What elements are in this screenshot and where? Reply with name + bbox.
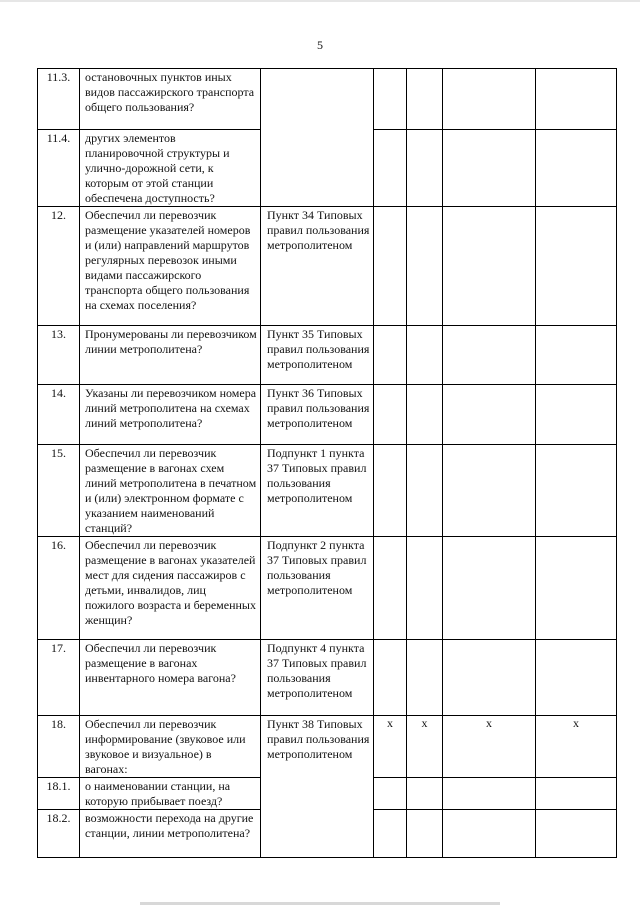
answer-cell[interactable] — [374, 810, 407, 858]
answer-cell[interactable] — [407, 69, 443, 130]
answer-cell[interactable] — [407, 207, 443, 326]
answer-cell[interactable] — [374, 778, 407, 810]
answer-cell[interactable] — [374, 207, 407, 326]
answer-cell[interactable] — [374, 640, 407, 716]
answer-cell[interactable] — [374, 537, 407, 640]
answer-cell[interactable]: x — [443, 716, 536, 778]
answer-cell[interactable] — [443, 537, 536, 640]
answer-cell[interactable]: x — [407, 716, 443, 778]
legal-reference: Пункт 35 Типовых правил пользования метрополитеном — [261, 326, 374, 385]
answer-cell[interactable] — [407, 445, 443, 537]
answer-cell[interactable] — [374, 326, 407, 385]
row-number: 11.3. — [38, 69, 80, 130]
table-row — [38, 716, 617, 778]
answer-cell[interactable] — [443, 69, 536, 130]
answer-cell[interactable] — [407, 537, 443, 640]
answer-cell[interactable] — [407, 326, 443, 385]
checklist-table — [37, 68, 617, 858]
answer-cell[interactable]: x — [536, 716, 617, 778]
scan-edge — [0, 0, 640, 2]
answer-cell[interactable] — [536, 810, 617, 858]
answer-cell[interactable] — [536, 778, 617, 810]
row-number: 11.4. — [38, 130, 80, 207]
legal-reference — [261, 69, 374, 207]
question-text: Пронумерованы ли перевозчиком линии метрополитена? — [80, 326, 261, 385]
answer-cell[interactable] — [536, 207, 617, 326]
question-text: Обеспечил ли перевозчик размещение в вагонах указателей мест для сидения пассажиров с детьми, инвалидов, лиц пожилого возраста и беременных женщин? — [80, 537, 261, 640]
answer-cell[interactable] — [443, 385, 536, 445]
answer-cell[interactable]: x — [374, 716, 407, 778]
table-row — [38, 326, 617, 385]
row-number: 18.2. — [38, 810, 80, 858]
answer-cell[interactable] — [407, 385, 443, 445]
row-number: 17. — [38, 640, 80, 716]
question-text: Обеспечил ли перевозчик размещение в вагонах схем линий метрополитена в печатном и (или) электронном формате с указанием наименований станций? — [80, 445, 261, 537]
answer-cell[interactable] — [443, 640, 536, 716]
answer-cell[interactable] — [536, 326, 617, 385]
answer-cell[interactable] — [536, 385, 617, 445]
answer-cell[interactable] — [443, 130, 536, 207]
legal-reference: Подпункт 1 пункта 37 Типовых правил пользования метрополитеном — [261, 445, 374, 537]
answer-cell[interactable] — [407, 130, 443, 207]
answer-cell[interactable] — [536, 69, 617, 130]
answer-cell[interactable] — [407, 640, 443, 716]
answer-cell[interactable] — [374, 385, 407, 445]
row-number: 15. — [38, 445, 80, 537]
question-text: остановочных пунктов иных видов пассажирского транспорта общего пользования? — [80, 69, 261, 130]
question-text: Обеспечил ли перевозчик информирование (звуковое или звуковое и визуальное) в вагонах: — [80, 716, 261, 778]
answer-cell[interactable] — [536, 130, 617, 207]
table-row — [38, 537, 617, 640]
legal-reference: Подпункт 2 пункта 37 Типовых правил пользования метрополитеном — [261, 537, 374, 640]
question-text: Обеспечил ли перевозчик размещение в вагонах инвентарного номера вагона? — [80, 640, 261, 716]
answer-cell[interactable] — [374, 445, 407, 537]
answer-cell[interactable] — [443, 207, 536, 326]
answer-cell[interactable] — [536, 640, 617, 716]
question-text: Указаны ли перевозчиком номера линий метрополитена на схемах линий метрополитена? — [80, 385, 261, 445]
answer-cell[interactable] — [443, 445, 536, 537]
answer-cell[interactable] — [374, 69, 407, 130]
row-number: 14. — [38, 385, 80, 445]
legal-reference: Подпункт 4 пункта 37 Типовых правил пользования метрополитеном — [261, 640, 374, 716]
legal-reference: Пункт 34 Типовых правил пользования метрополитеном — [261, 207, 374, 326]
question-text: Обеспечил ли перевозчик размещение указателей номеров и (или) направлений маршрутов регулярных перевозок иными видами пассажирского транспорта общего пользования на схемах поселения? — [80, 207, 261, 326]
table-row — [38, 385, 617, 445]
row-number: 12. — [38, 207, 80, 326]
table-row — [38, 640, 617, 716]
row-number: 13. — [38, 326, 80, 385]
answer-cell[interactable] — [536, 445, 617, 537]
answer-cell[interactable] — [407, 810, 443, 858]
question-text: о наименовании станции, на которую прибывает поезд? — [80, 778, 261, 810]
answer-cell[interactable] — [443, 326, 536, 385]
answer-cell[interactable] — [407, 778, 443, 810]
row-number: 18.1. — [38, 778, 80, 810]
answer-cell[interactable] — [374, 130, 407, 207]
answer-cell[interactable] — [443, 778, 536, 810]
answer-cell[interactable] — [443, 810, 536, 858]
answer-cell[interactable] — [536, 537, 617, 640]
legal-reference: Пункт 38 Типовых правил пользования метрополитеном — [261, 716, 374, 858]
table-row — [38, 69, 617, 130]
question-text: других элементов планировочной структуры и улично-дорожной сети, к которым от этой станции обеспечена доступность? — [80, 130, 261, 207]
question-text: возможности перехода на другие станции, линии метрополитена? — [80, 810, 261, 858]
table-row — [38, 445, 617, 537]
page-number: 5 — [317, 38, 323, 52]
row-number: 16. — [38, 537, 80, 640]
table-row — [38, 207, 617, 326]
legal-reference: Пункт 36 Типовых правил пользования метрополитеном — [261, 385, 374, 445]
row-number: 18. — [38, 716, 80, 778]
